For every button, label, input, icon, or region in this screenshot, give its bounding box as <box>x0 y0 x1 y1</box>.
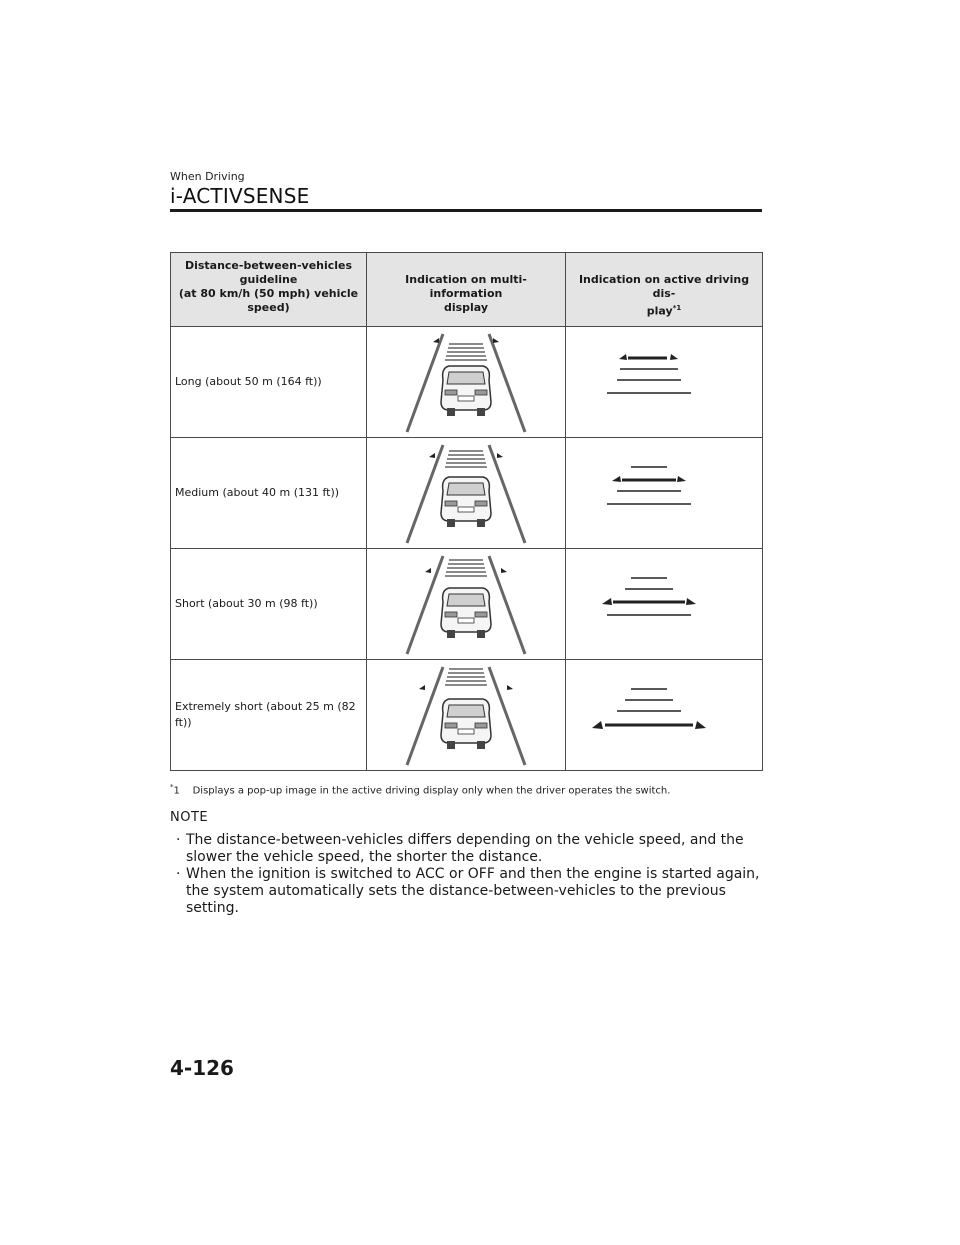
footnote-mark: *1 <box>672 304 682 312</box>
distance-bars-short <box>589 569 739 639</box>
page-header <box>170 170 762 208</box>
page-number: 4-126 <box>170 1056 234 1080</box>
distance-bars-long <box>589 347 739 417</box>
list-item: · The distance-between-vehicles differs depending on the vehicle speed, and the slower the vehicle speed, the shorter the distance. <box>176 832 762 866</box>
table-row <box>171 327 763 438</box>
table-footnote: *1 Displays a pop-up image in the active driving display only when the driver operates the switch. <box>170 783 671 797</box>
multi-info-display-cell <box>367 327 566 438</box>
active-driving-display-cell <box>566 549 763 660</box>
distance-bars-extremely-short <box>589 680 739 750</box>
table-header-row <box>171 253 763 327</box>
lane-car-illustration <box>391 330 541 434</box>
header-active-driving-display: Indication on active driving dis- play$^{*1}$ <box>566 253 763 327</box>
table-row <box>171 660 763 771</box>
section-title: When Driving <box>170 170 245 183</box>
distance-guideline-table <box>170 252 763 771</box>
table-row <box>171 438 763 549</box>
lane-car-illustration <box>391 663 541 767</box>
active-driving-display-cell <box>566 327 763 438</box>
table-row <box>171 549 763 660</box>
lane-car-illustration <box>391 552 541 656</box>
chapter-title: i-ACTIVSENSE <box>170 184 310 208</box>
active-driving-display-cell <box>566 660 763 771</box>
note-list <box>176 832 762 917</box>
lane-car-illustration <box>391 441 541 545</box>
active-driving-display-cell <box>566 438 763 549</box>
row-label: Short (about 30 m (98 ft)) <box>171 549 367 660</box>
distance-bars-medium <box>589 458 739 528</box>
multi-info-display-cell <box>367 438 566 549</box>
note-title: NOTE <box>170 810 209 825</box>
multi-info-display-cell <box>367 549 566 660</box>
row-label: Long (about 50 m (164 ft)) <box>171 327 367 438</box>
header-distance-guideline: Distance-between-vehicles guideline (at 80 km/h (50 mph) vehicle speed) <box>171 253 367 327</box>
row-label: Extremely short (about 25 m (82 ft)) <box>171 660 367 771</box>
header-multi-information-display: Indication on multi-information display <box>367 253 566 327</box>
multi-info-display-cell <box>367 660 566 771</box>
list-item: · When the ignition is switched to ACC or OFF and then the engine is started again, the system automatically sets the distance-between-vehicles to the previous setting. <box>176 866 762 917</box>
row-label: Medium (about 40 m (131 ft)) <box>171 438 367 549</box>
header-rule <box>170 209 762 212</box>
